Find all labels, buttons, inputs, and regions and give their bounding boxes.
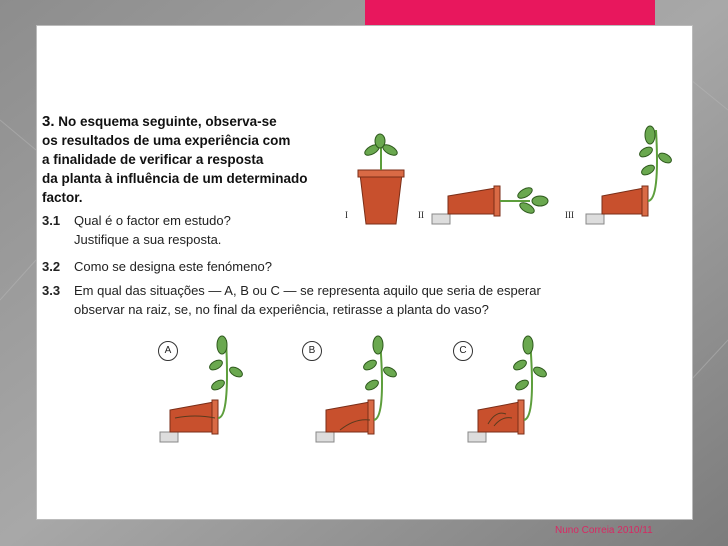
option-a-label: A — [158, 341, 178, 361]
question-line-1: No esquema seguinte, observa-se — [58, 114, 277, 129]
subquestion-number: 3.2 — [42, 259, 61, 274]
label-experiment-2: II — [418, 210, 424, 220]
question-line-2: os resultados de uma experiência com — [42, 133, 291, 148]
option-c-label: C — [453, 341, 473, 361]
plant-option-a — [160, 336, 244, 442]
label-experiment-1: I — [345, 210, 348, 220]
subquestion-line: Justifique a sua resposta. — [74, 232, 222, 247]
option-b-label: B — [302, 341, 322, 361]
plant-experiment-1 — [358, 134, 404, 224]
subquestion-line: Qual é o factor em estudo? — [74, 213, 231, 228]
subquestion-number: 3.1 — [42, 213, 61, 228]
plant-experiment-2 — [432, 186, 548, 224]
label-experiment-3: III — [565, 210, 574, 220]
plant-option-c — [468, 336, 548, 442]
subquestion-line: Como se designa este fenómeno? — [74, 259, 273, 274]
plant-experiment-3 — [586, 126, 673, 224]
slide-footer: Nuno Correia 2010/11 — [555, 525, 653, 536]
subquestion-line: Em qual das situações — A, B ou C — se representa aquilo que seria de esperar — [74, 283, 541, 298]
question-line-3: a finalidade de verificar a resposta — [42, 152, 264, 167]
question-number: 3. — [42, 113, 55, 130]
subquestion-number: 3.3 — [42, 283, 61, 298]
subquestion-line: observar na raiz, se, no final da experiência, retirasse a planta do vaso? — [74, 302, 489, 317]
question-line-4: da planta à influência de um determinado — [42, 171, 308, 186]
plant-option-b — [316, 336, 398, 442]
question-line-5: factor. — [42, 190, 83, 205]
